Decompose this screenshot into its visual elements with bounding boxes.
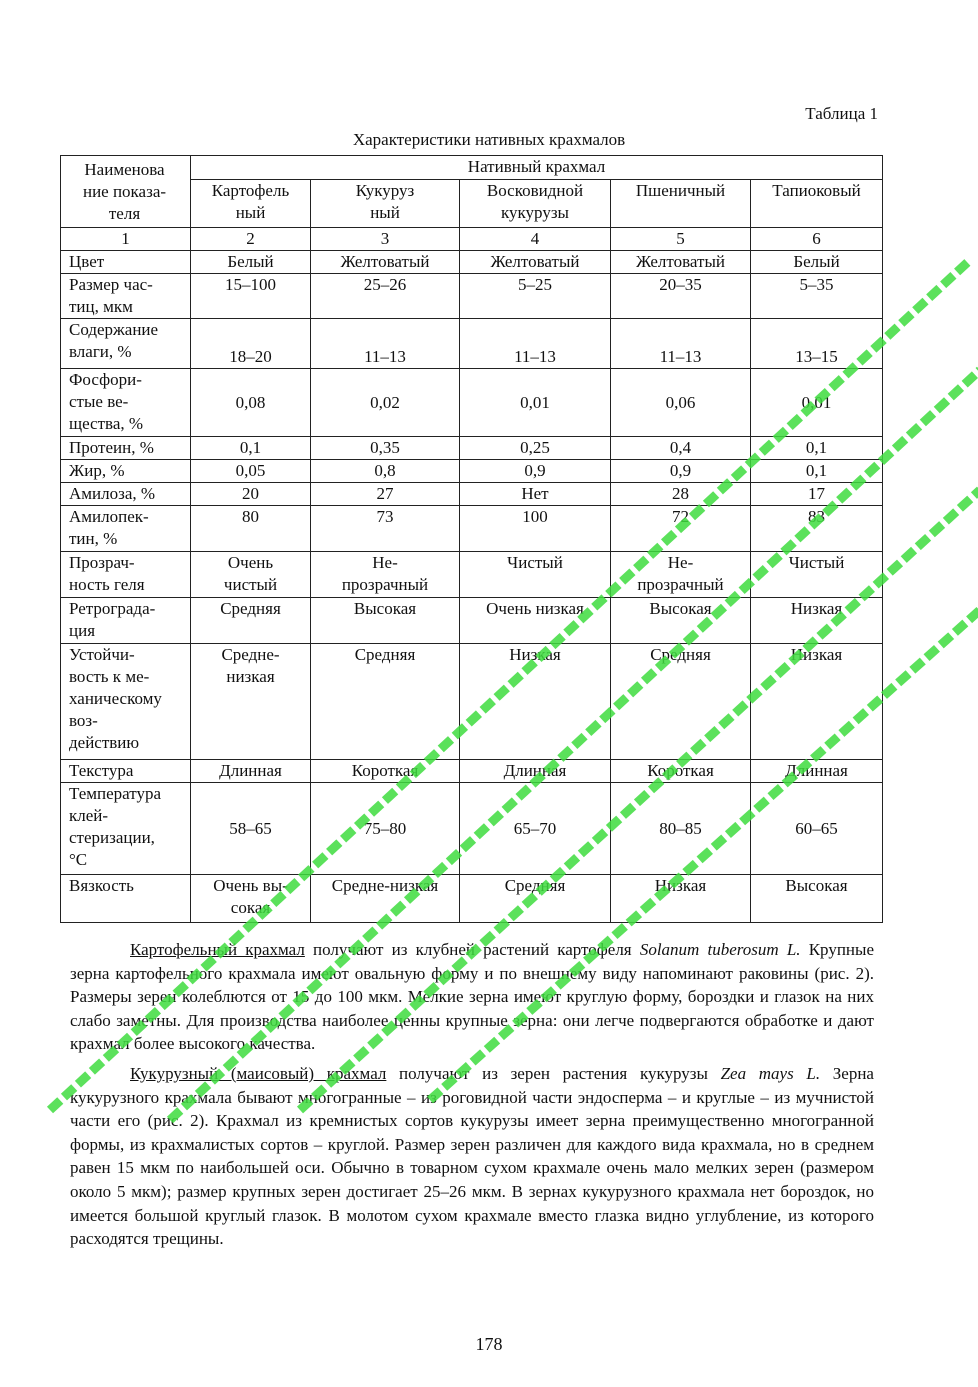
- header-indicator-line: теля: [108, 203, 141, 223]
- table-cell: Желтоватый: [311, 251, 460, 274]
- table-cell: 0,4: [611, 437, 751, 460]
- table-cell: Короткая: [611, 760, 751, 783]
- table-cell: Очень чистый: [191, 552, 311, 598]
- table-row: [61, 644, 883, 760]
- table-cell: Средне- низкая: [191, 644, 311, 760]
- table-cell: Средне-низкая: [311, 875, 460, 923]
- table-number: Таблица 1: [805, 104, 878, 123]
- table-row: [61, 875, 883, 923]
- table-cell: 27: [311, 483, 460, 506]
- table-cell: 100: [460, 506, 611, 552]
- column-number: 1: [61, 228, 191, 251]
- table-cell: Желтоватый: [460, 251, 611, 274]
- term-corn-starch: Кукурузный (маисовый) крахмал: [130, 1063, 387, 1083]
- table-row: [61, 369, 883, 437]
- header-native-starch: Нативный крахмал: [191, 156, 883, 180]
- indicator-name-line: влаги, %: [69, 342, 132, 361]
- column-number: 3: [311, 228, 460, 251]
- latin-name: Zea mays L.: [720, 1063, 821, 1083]
- table-cell: Низкая: [751, 644, 883, 760]
- table-cell: Очень вы- сокая: [191, 875, 311, 923]
- latin-name: Solanum tuberosum L.: [639, 940, 801, 959]
- header-starch-line: Картофель: [211, 181, 290, 200]
- table-cell: Длинная: [191, 760, 311, 783]
- indicator-name-line: щества, %: [69, 414, 144, 433]
- table-cell: 0,8: [311, 460, 460, 483]
- header-starch-line: Тапиоковый: [772, 181, 861, 200]
- table-cell: Белый: [751, 251, 883, 274]
- indicator-name: [61, 437, 191, 460]
- table-cell: Нет: [460, 483, 611, 506]
- indicator-name-line: ханическому: [69, 689, 162, 708]
- table-cell: Длинная: [460, 760, 611, 783]
- table-cell: 0,08: [191, 369, 311, 437]
- table-cell: Высокая: [611, 598, 751, 644]
- table-cell: Средняя: [191, 598, 311, 644]
- table-cell: 20: [191, 483, 311, 506]
- indicator-name: [61, 552, 191, 598]
- header-starch-line: Пшеничный: [635, 181, 726, 200]
- table-cell: 0,9: [460, 460, 611, 483]
- table-cell: 0,1: [191, 437, 311, 460]
- indicator-name: [61, 760, 191, 783]
- table-cell: 58–65: [191, 783, 311, 875]
- indicator-name: [61, 369, 191, 437]
- indicator-name: [61, 783, 191, 875]
- column-number-row: [61, 228, 883, 251]
- indicator-name-line: стые ве-: [69, 392, 129, 411]
- table-cell: 15–100: [191, 274, 311, 319]
- table-cell: 13–15: [751, 319, 883, 369]
- header-indicator-name: [61, 156, 191, 228]
- table-row: [61, 251, 883, 274]
- header-indicator-line: ние показа-: [82, 181, 167, 201]
- header-starch-wheat: [611, 180, 751, 228]
- indicator-name: [61, 644, 191, 760]
- indicator-name-line: тиц, мкм: [69, 297, 133, 316]
- paragraph-text: Крупные зерна картофельного крахмала имеют овальную форму и по внешнему виду напоминают раковины (рис. 2). Размеры зерен колеблются от 15 до 100 мкм. Мелкие зерна имеют круглую форму, бороздки и глазок на них слабо заметны. Для производства наиболее ценны крупные зерна: они легче подвергаются обработке и дают крахмал более высокого качества.: [70, 940, 874, 1054]
- table-cell: 17: [751, 483, 883, 506]
- table-row: [61, 274, 883, 319]
- table-cell: 28: [611, 483, 751, 506]
- table-cell: 0,25: [460, 437, 611, 460]
- indicator-name-line: тин, %: [69, 529, 118, 548]
- indicator-name: [61, 483, 191, 506]
- indicator-name: [61, 251, 191, 274]
- table-row: [61, 760, 883, 783]
- table-row: [61, 483, 883, 506]
- body-text: [70, 938, 874, 1251]
- table-cell: 0,1: [751, 460, 883, 483]
- indicator-name: [61, 506, 191, 552]
- table-row: [61, 437, 883, 460]
- table-cell: 11–13: [311, 319, 460, 369]
- table-cell: 72: [611, 506, 751, 552]
- table-cell: 5–25: [460, 274, 611, 319]
- header-starch-line: кукурузы: [501, 203, 569, 222]
- indicator-name: [61, 460, 191, 483]
- table-cell: 60–65: [751, 783, 883, 875]
- indicator-name-line: Амилопек-: [69, 507, 149, 526]
- table-cell: 80–85: [611, 783, 751, 875]
- term-potato-starch: Картофельный крахмал: [130, 940, 305, 959]
- table-cell: 0,35: [311, 437, 460, 460]
- header-starch-potato: [191, 180, 311, 228]
- indicator-name-line: Амилоза, %: [69, 484, 156, 503]
- table-cell: Средняя: [460, 875, 611, 923]
- paragraph-text: получают из клубней растений картофеля: [304, 940, 640, 959]
- starch-characteristics-table: [60, 155, 883, 923]
- header-starch-tapioca: [751, 180, 883, 228]
- paragraph-text: получают из зерен растения кукурузы: [386, 1063, 721, 1083]
- indicator-name-line: Температура: [69, 784, 162, 803]
- indicator-name-line: ность геля: [69, 575, 145, 594]
- header-starch-line: Кукуруз: [355, 181, 415, 200]
- table-row: [61, 552, 883, 598]
- indicator-name-line: Устойчи-: [69, 645, 135, 664]
- table-cell: 0,02: [311, 369, 460, 437]
- indicator-name-line: Ретрограда-: [69, 599, 156, 618]
- table-cell: Высокая: [311, 598, 460, 644]
- indicator-name: [61, 598, 191, 644]
- indicator-name-line: Жир, %: [69, 461, 125, 480]
- indicator-name-line: ция: [69, 621, 96, 640]
- table-row: [61, 460, 883, 483]
- indicator-name-line: Фосфори-: [69, 370, 142, 389]
- table-cell: Не- прозрачный: [611, 552, 751, 598]
- table-cell: Желтоватый: [611, 251, 751, 274]
- paragraph-corn-starch: [70, 1062, 874, 1251]
- indicator-name: [61, 319, 191, 369]
- indicator-name-line: Текстура: [69, 761, 134, 780]
- header-starch-line: Восковидной: [486, 181, 584, 200]
- paragraph-text: Зерна кукурузного крахмала бывают многогранные – из роговидной части эндосперма – и круглые – из мучнистой части его (рис. 2). Крахмал из кремнистых сортов кукурузы имеет зерна преимущественно многогранной формы, из крахмалистых сортов – круглой. Размер зерен различен для каждого вида крахмала, но в среднем равен 15 мкм по наибольшей оси. Обычно в товарном сухом крахмале очень мало мелких зерен (размером около 5 мкм); размер крупных зерен достигает 25–26 мкм. В зернах кукурузного крахмала нет бороздок, но имеется большой круглый глазок. В молотом сухом крахмале вместо глазка видно углубление, из которого расходятся трещины.: [70, 1063, 874, 1249]
- table-row: [61, 598, 883, 644]
- table-cell: Короткая: [311, 760, 460, 783]
- paragraph-potato-starch: [70, 938, 874, 1056]
- table-cell: 11–13: [611, 319, 751, 369]
- header-starch-line: ный: [370, 203, 400, 222]
- indicator-name-line: °С: [69, 850, 88, 869]
- header-starch-line: ный: [235, 203, 266, 222]
- indicator-name: [61, 875, 191, 923]
- table-row: [61, 506, 883, 552]
- table-cell: Чистый: [751, 552, 883, 598]
- column-number: 4: [460, 228, 611, 251]
- table-cell: Белый: [191, 251, 311, 274]
- table-cell: Средняя: [311, 644, 460, 760]
- table-cell: 20–35: [611, 274, 751, 319]
- header-starch-waxy-corn: [460, 180, 611, 228]
- table-cell: 0,05: [191, 460, 311, 483]
- table-cell: Низкая: [751, 598, 883, 644]
- indicator-name-line: Прозрач-: [69, 553, 135, 572]
- table-cell: Длинная: [751, 760, 883, 783]
- column-number: 2: [191, 228, 311, 251]
- table-cell: 80: [191, 506, 311, 552]
- table-cell: 25–26: [311, 274, 460, 319]
- table-cell: 0,9: [611, 460, 751, 483]
- header-starch-corn: [311, 180, 460, 228]
- table-caption: Характеристики нативных крахмалов: [352, 130, 626, 149]
- table-row: [61, 319, 883, 369]
- table-cell: 18–20: [191, 319, 311, 369]
- table-cell: 0,06: [611, 369, 751, 437]
- indicator-name-line: клей-: [69, 806, 109, 825]
- table-cell: 5–35: [751, 274, 883, 319]
- page-number: 178: [475, 1334, 503, 1354]
- indicator-name-line: Цвет: [69, 252, 105, 271]
- table-cell: 0,1: [751, 437, 883, 460]
- indicator-name-line: Содержание: [69, 320, 159, 339]
- indicator-name-line: вость к ме-: [69, 667, 150, 686]
- indicator-name: [61, 274, 191, 319]
- table-cell: 0,01: [751, 369, 883, 437]
- table-cell: Высокая: [751, 875, 883, 923]
- header-row-group: [61, 156, 883, 180]
- indicator-name-line: Протеин, %: [69, 438, 154, 457]
- table-cell: 73: [311, 506, 460, 552]
- indicator-name-line: стеризации,: [69, 828, 155, 847]
- table-cell: Чистый: [460, 552, 611, 598]
- table-cell: Низкая: [611, 875, 751, 923]
- table-cell: Очень низкая: [460, 598, 611, 644]
- table-cell: Не- прозрачный: [311, 552, 460, 598]
- table-cell: 65–70: [460, 783, 611, 875]
- indicator-name-line: Размер час-: [69, 275, 153, 294]
- table-cell: 75–80: [311, 783, 460, 875]
- table-cell: 11–13: [460, 319, 611, 369]
- table-body: [61, 156, 883, 923]
- indicator-name-line: воз-: [69, 711, 98, 730]
- header-indicator-line: Наименова: [84, 159, 165, 179]
- indicator-name-line: Вязкость: [69, 876, 134, 895]
- table-row: [61, 783, 883, 875]
- table-cell: Средняя: [611, 644, 751, 760]
- table-cell: 0,01: [460, 369, 611, 437]
- column-number: 6: [751, 228, 883, 251]
- indicator-name-line: действию: [69, 733, 140, 752]
- table-cell: 83: [751, 506, 883, 552]
- table-cell: Низкая: [460, 644, 611, 760]
- column-number: 5: [611, 228, 751, 251]
